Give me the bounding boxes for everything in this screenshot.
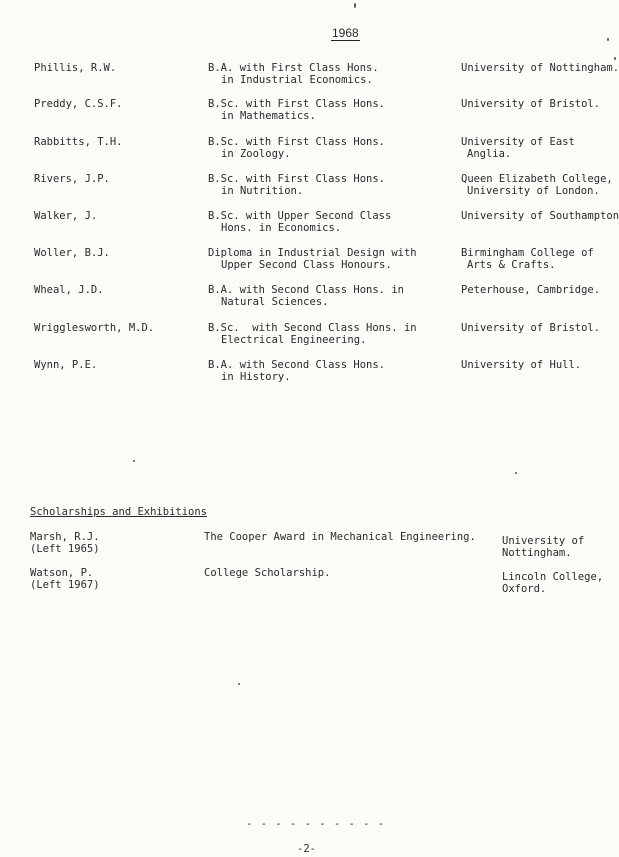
degree-line: Upper Second Class Honours. — [221, 259, 392, 271]
graduate-institution — [461, 322, 619, 334]
scholarships-heading: Scholarships and Exhibitions — [30, 506, 208, 518]
graduate-institution — [461, 136, 619, 160]
institution-line: University of Hull. — [461, 359, 582, 371]
degree-line: Hons. in Economics. — [221, 222, 342, 234]
scholarship-institution — [502, 571, 619, 595]
degree-line: Electrical Engineering. — [221, 334, 367, 346]
graduate-degree — [208, 62, 453, 86]
scan-speck — [607, 38, 609, 41]
graduate-institution — [461, 247, 619, 271]
institution-line: University of East — [461, 136, 575, 148]
graduate-name: Wynn, P.E. — [34, 359, 98, 371]
degree-line: B.A. with First Class Hons. — [208, 62, 379, 74]
degree-line: in Zoology. — [221, 148, 291, 160]
scholarship-award: College Scholarship. — [204, 567, 331, 579]
degree-line: B.A. with Second Class Hons. in — [208, 284, 404, 296]
graduate-degree — [208, 136, 453, 160]
graduate-institution — [461, 210, 619, 222]
graduate-degree — [208, 210, 453, 234]
graduate-institution — [461, 173, 619, 197]
institution-line: Peterhouse, Cambridge. — [461, 284, 601, 296]
scholarship-institution — [502, 535, 619, 559]
scan-speck — [614, 57, 616, 60]
graduate-name: Preddy, C.S.F. — [34, 98, 123, 110]
institution-line: Arts & Crafts. — [467, 259, 556, 271]
degree-line: B.Sc. with Second Class Hons. in — [208, 322, 417, 334]
scan-speck — [354, 3, 356, 8]
graduate-degree — [208, 98, 453, 122]
graduate-degree — [208, 173, 453, 197]
scan-speck — [515, 472, 517, 474]
graduate-degree — [208, 359, 453, 383]
graduate-name: Woller, B.J. — [34, 247, 110, 259]
degree-line: B.Sc. with First Class Hons. — [208, 173, 386, 185]
institution-line: Nottingham. — [502, 547, 572, 559]
institution-line: Lincoln College, — [502, 571, 604, 583]
graduate-name: Phillis, R.W. — [34, 62, 117, 74]
institution-line: Birmingham College of — [461, 247, 594, 259]
institution-line: Anglia. — [467, 148, 512, 160]
graduate-institution — [461, 359, 619, 371]
graduate-name: Wrigglesworth, M.D. — [34, 322, 155, 334]
degree-line: in History. — [221, 371, 291, 383]
degree-line: Natural Sciences. — [221, 296, 329, 308]
degree-line: in Industrial Economics. — [221, 74, 373, 86]
institution-line: University of Southampton — [461, 210, 619, 222]
page-year-heading: 1968 — [332, 26, 359, 40]
scholar-left-year: (Left 1965) — [30, 543, 100, 555]
scholar-name-line: Watson, P. — [30, 567, 94, 579]
scholar-name — [30, 567, 100, 591]
scholar-left-year: (Left 1967) — [30, 579, 100, 591]
page-number: -2- — [297, 843, 316, 855]
institution-line: Oxford. — [502, 583, 547, 595]
degree-line: B.Sc. with Upper Second Class — [208, 210, 392, 222]
institution-line: University of — [502, 535, 585, 547]
institution-line: University of Bristol. — [461, 98, 601, 110]
degree-line: Diploma in Industrial Design with — [208, 247, 417, 259]
graduate-institution — [461, 284, 619, 296]
graduate-institution — [461, 62, 619, 74]
degree-line: B.Sc. with First Class Hons. — [208, 136, 386, 148]
degree-line: in Mathematics. — [221, 110, 316, 122]
graduate-name: Wheal, J.D. — [34, 284, 104, 296]
scholarship-award: The Cooper Award in Mechanical Engineering. — [204, 531, 476, 543]
graduate-degree — [208, 284, 453, 308]
scan-speck — [133, 460, 135, 462]
graduate-name: Rabbitts, T.H. — [34, 136, 123, 148]
graduate-name: Rivers, J.P. — [34, 173, 110, 185]
scholar-name — [30, 531, 100, 555]
institution-line: University of Nottingham. — [461, 62, 619, 74]
institution-line: Queen Elizabeth College, — [461, 173, 613, 185]
institution-line: University of Bristol. — [461, 322, 601, 334]
footer-dashes: - - - - - - - - - - — [246, 818, 386, 830]
degree-line: B.Sc. with First Class Hons. — [208, 98, 386, 110]
graduate-name: Walker, J. — [34, 210, 98, 222]
graduate-degree — [208, 247, 453, 271]
degree-line: B.A. with Second Class Hons. — [208, 359, 386, 371]
scan-speck — [238, 683, 240, 685]
institution-line: University of London. — [467, 185, 600, 197]
degree-line: in Nutrition. — [221, 185, 304, 197]
graduate-degree — [208, 322, 453, 346]
graduate-institution — [461, 98, 619, 110]
scholar-name-line: Marsh, R.J. — [30, 531, 100, 543]
